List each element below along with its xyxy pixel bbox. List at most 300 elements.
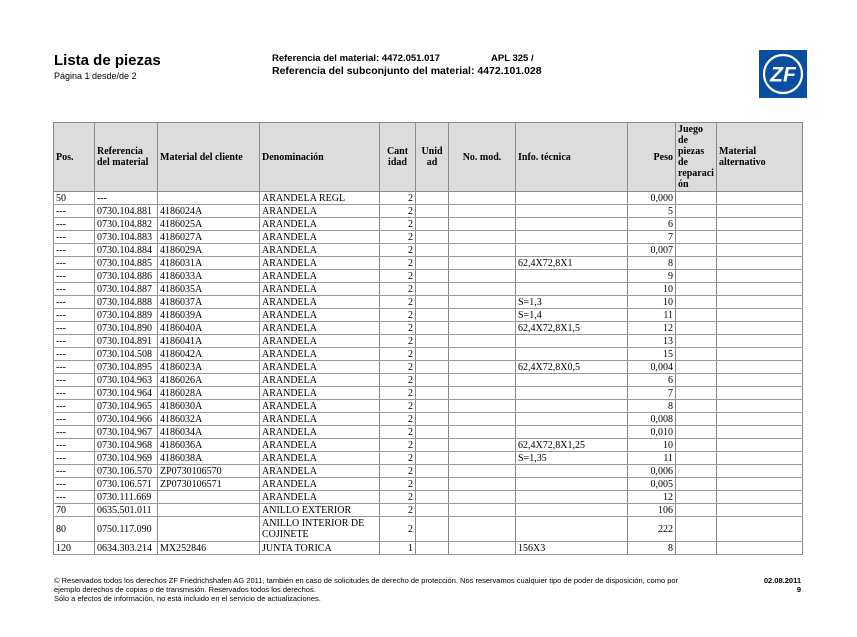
cell-material-alternativo <box>717 348 803 361</box>
cell-referencia: 0730.104.886 <box>95 270 158 283</box>
cell-peso: 0,008 <box>628 413 676 426</box>
cell-cliente: 4186029A <box>158 244 260 257</box>
cell-cantidad: 2 <box>380 296 416 309</box>
cell-cliente: 4186032A <box>158 413 260 426</box>
cell-juego <box>676 348 717 361</box>
cell-info-tecnica <box>516 504 628 517</box>
table-row <box>54 218 803 231</box>
cell-juego <box>676 283 717 296</box>
cell-material-alternativo <box>717 426 803 439</box>
subassembly-reference: Referencia del subconjunto del material: 4472.101.028 <box>272 65 542 77</box>
cell-juego <box>676 426 717 439</box>
cell-referencia: 0730.106.571 <box>95 478 158 491</box>
cell-referencia: 0730.104.882 <box>95 218 158 231</box>
cell-referencia: 0730.104.969 <box>95 452 158 465</box>
col-header-referencia: Referencia del material <box>95 123 158 192</box>
cell-info-tecnica <box>516 400 628 413</box>
cell-no-mod <box>449 335 516 348</box>
cell-juego <box>676 205 717 218</box>
cell-juego <box>676 270 717 283</box>
cell-peso: 8 <box>628 542 676 555</box>
cell-material-alternativo <box>717 491 803 504</box>
cell-no-mod <box>449 205 516 218</box>
cell-referencia: 0730.104.963 <box>95 374 158 387</box>
cell-material-alternativo <box>717 374 803 387</box>
cell-cantidad: 2 <box>380 504 416 517</box>
table-row <box>54 452 803 465</box>
cell-referencia: 0730.104.508 <box>95 348 158 361</box>
cell-referencia: 0730.104.966 <box>95 413 158 426</box>
cell-info-tecnica <box>516 192 628 205</box>
cell-pos: --- <box>54 426 95 439</box>
cell-denominacion: ARANDELA <box>260 413 380 426</box>
cell-referencia: 0730.106.570 <box>95 465 158 478</box>
cell-juego <box>676 400 717 413</box>
cell-peso: 0,004 <box>628 361 676 374</box>
cell-juego <box>676 231 717 244</box>
cell-cantidad: 2 <box>380 439 416 452</box>
cell-cantidad: 2 <box>380 413 416 426</box>
cell-pos: --- <box>54 413 95 426</box>
cell-cliente: 4186031A <box>158 257 260 270</box>
cell-peso: 11 <box>628 309 676 322</box>
table-header-row <box>54 123 803 192</box>
cell-juego <box>676 413 717 426</box>
cell-material-alternativo <box>717 413 803 426</box>
zf-logo <box>759 50 807 98</box>
cell-info-tecnica: S=1,4 <box>516 309 628 322</box>
cell-unidad <box>416 400 449 413</box>
cell-denominacion: ARANDELA <box>260 231 380 244</box>
cell-unidad <box>416 322 449 335</box>
table-row <box>54 400 803 413</box>
cell-info-tecnica: 62,4X72,8X1 <box>516 257 628 270</box>
cell-peso: 11 <box>628 452 676 465</box>
cell-cantidad: 2 <box>380 374 416 387</box>
cell-info-tecnica: 62,4X72,8X1,5 <box>516 322 628 335</box>
cell-no-mod <box>449 192 516 205</box>
cell-denominacion: ANILLO INTERIOR DE COJINETE <box>260 517 380 542</box>
cell-no-mod <box>449 257 516 270</box>
cell-cliente: 4186040A <box>158 322 260 335</box>
cell-unidad <box>416 296 449 309</box>
cell-cliente: MX252846 <box>158 542 260 555</box>
cell-pos: --- <box>54 231 95 244</box>
cell-cantidad: 2 <box>380 478 416 491</box>
cell-juego <box>676 491 717 504</box>
cell-material-alternativo <box>717 192 803 205</box>
cell-cantidad: 2 <box>380 231 416 244</box>
cell-cantidad: 2 <box>380 465 416 478</box>
col-header-no-mod: No. mod. <box>449 123 516 192</box>
table-row <box>54 374 803 387</box>
table-row <box>54 283 803 296</box>
cell-cliente: 4186035A <box>158 283 260 296</box>
cell-cantidad: 2 <box>380 426 416 439</box>
cell-denominacion: ARANDELA <box>260 387 380 400</box>
cell-peso: 8 <box>628 400 676 413</box>
cell-cliente: 4186033A <box>158 270 260 283</box>
cell-material-alternativo <box>717 542 803 555</box>
cell-unidad <box>416 244 449 257</box>
cell-referencia: 0730.104.964 <box>95 387 158 400</box>
cell-info-tecnica: S=1,3 <box>516 296 628 309</box>
col-header-unidad: Unid ad <box>416 123 449 192</box>
cell-cliente: 4186041A <box>158 335 260 348</box>
table-row <box>54 504 803 517</box>
cell-no-mod <box>449 478 516 491</box>
table-row <box>54 309 803 322</box>
cell-pos: --- <box>54 283 95 296</box>
cell-denominacion: ARANDELA <box>260 244 380 257</box>
apl-label: APL 325 / <box>491 53 534 64</box>
cell-peso: 8 <box>628 257 676 270</box>
table-row <box>54 322 803 335</box>
cell-info-tecnica <box>516 387 628 400</box>
footer-notice <box>54 576 754 603</box>
cell-cliente: 4186039A <box>158 309 260 322</box>
cell-pos: --- <box>54 257 95 270</box>
cell-referencia: 0730.104.888 <box>95 296 158 309</box>
cell-info-tecnica <box>516 374 628 387</box>
cell-pos: --- <box>54 465 95 478</box>
table-row <box>54 478 803 491</box>
cell-denominacion: ARANDELA <box>260 309 380 322</box>
cell-no-mod <box>449 348 516 361</box>
cell-cliente <box>158 504 260 517</box>
col-header-info-tecnica: Info. técnica <box>516 123 628 192</box>
cell-cliente: 4186027A <box>158 231 260 244</box>
cell-denominacion: ARANDELA <box>260 491 380 504</box>
cell-info-tecnica <box>516 283 628 296</box>
cell-pos: --- <box>54 244 95 257</box>
cell-referencia: 0730.104.889 <box>95 309 158 322</box>
cell-no-mod <box>449 270 516 283</box>
cell-cantidad: 2 <box>380 517 416 542</box>
cell-unidad <box>416 309 449 322</box>
cell-unidad <box>416 257 449 270</box>
cell-info-tecnica: 156X3 <box>516 542 628 555</box>
cell-material-alternativo <box>717 205 803 218</box>
col-header-juego: Juego de piezas de reparaci ón <box>676 123 717 192</box>
cell-denominacion: ARANDELA <box>260 426 380 439</box>
cell-juego <box>676 504 717 517</box>
cell-juego <box>676 387 717 400</box>
cell-pos: 70 <box>54 504 95 517</box>
footer-line-2: ejemplo derechos de copias o de transmisión. Reservados todos los derechos. <box>54 585 316 594</box>
cell-material-alternativo <box>717 478 803 491</box>
cell-denominacion: ARANDELA <box>260 374 380 387</box>
cell-unidad <box>416 270 449 283</box>
col-header-material-alternativo: Material alternativo <box>717 123 803 192</box>
cell-pos: --- <box>54 322 95 335</box>
cell-peso: 106 <box>628 504 676 517</box>
cell-no-mod <box>449 374 516 387</box>
cell-cliente: ZP0730106571 <box>158 478 260 491</box>
cell-pos: --- <box>54 400 95 413</box>
cell-cantidad: 2 <box>380 257 416 270</box>
cell-unidad <box>416 374 449 387</box>
cell-info-tecnica <box>516 244 628 257</box>
cell-material-alternativo <box>717 439 803 452</box>
cell-info-tecnica <box>516 465 628 478</box>
table-row <box>54 387 803 400</box>
cell-cliente: 4186024A <box>158 205 260 218</box>
cell-juego <box>676 439 717 452</box>
cell-cantidad: 2 <box>380 192 416 205</box>
cell-peso: 10 <box>628 283 676 296</box>
cell-denominacion: ARANDELA <box>260 296 380 309</box>
cell-cantidad: 2 <box>380 218 416 231</box>
cell-denominacion: ARANDELA <box>260 218 380 231</box>
cell-info-tecnica <box>516 426 628 439</box>
cell-material-alternativo <box>717 309 803 322</box>
cell-peso: 15 <box>628 348 676 361</box>
cell-juego <box>676 361 717 374</box>
cell-denominacion: ARANDELA <box>260 439 380 452</box>
cell-unidad <box>416 465 449 478</box>
footer-number: 9 <box>796 585 801 594</box>
cell-info-tecnica: 62,4X72,8X0,5 <box>516 361 628 374</box>
cell-unidad <box>416 517 449 542</box>
cell-pos: 80 <box>54 517 95 542</box>
cell-unidad <box>416 439 449 452</box>
cell-unidad <box>416 504 449 517</box>
cell-material-alternativo <box>717 504 803 517</box>
cell-info-tecnica <box>516 270 628 283</box>
cell-juego <box>676 257 717 270</box>
table-row <box>54 244 803 257</box>
cell-denominacion: ARANDELA REGL <box>260 192 380 205</box>
cell-referencia: 0730.104.967 <box>95 426 158 439</box>
cell-material-alternativo <box>717 283 803 296</box>
cell-peso: 12 <box>628 491 676 504</box>
cell-denominacion: ARANDELA <box>260 205 380 218</box>
cell-cantidad: 2 <box>380 361 416 374</box>
cell-unidad <box>416 205 449 218</box>
cell-juego <box>676 478 717 491</box>
cell-cantidad: 2 <box>380 387 416 400</box>
cell-pos: --- <box>54 361 95 374</box>
cell-material-alternativo <box>717 335 803 348</box>
cell-referencia: 0750.117.090 <box>95 517 158 542</box>
cell-info-tecnica <box>516 348 628 361</box>
material-reference: Referencia del material: 4472.051.017 <box>272 53 440 64</box>
cell-pos: --- <box>54 335 95 348</box>
cell-info-tecnica <box>516 413 628 426</box>
cell-peso: 10 <box>628 296 676 309</box>
cell-cliente: 4186025A <box>158 218 260 231</box>
cell-cantidad: 2 <box>380 400 416 413</box>
cell-unidad <box>416 387 449 400</box>
cell-pos: --- <box>54 439 95 452</box>
cell-referencia: 0730.104.887 <box>95 283 158 296</box>
table-row <box>54 231 803 244</box>
cell-denominacion: ARANDELA <box>260 348 380 361</box>
cell-material-alternativo <box>717 296 803 309</box>
cell-info-tecnica <box>516 205 628 218</box>
cell-peso: 9 <box>628 270 676 283</box>
cell-peso: 13 <box>628 335 676 348</box>
cell-cliente: 4186028A <box>158 387 260 400</box>
col-header-peso: Peso <box>628 123 676 192</box>
table-row <box>54 205 803 218</box>
cell-material-alternativo <box>717 361 803 374</box>
table-row <box>54 426 803 439</box>
table-row <box>54 491 803 504</box>
cell-pos: --- <box>54 309 95 322</box>
cell-cantidad: 2 <box>380 283 416 296</box>
cell-peso: 12 <box>628 322 676 335</box>
cell-cantidad: 2 <box>380 309 416 322</box>
cell-cantidad: 2 <box>380 348 416 361</box>
cell-denominacion: ARANDELA <box>260 270 380 283</box>
table-row <box>54 270 803 283</box>
cell-cantidad: 1 <box>380 542 416 555</box>
cell-cliente: 4186030A <box>158 400 260 413</box>
cell-info-tecnica <box>516 491 628 504</box>
cell-cantidad: 2 <box>380 205 416 218</box>
cell-cantidad: 2 <box>380 491 416 504</box>
footer-line-1: © Reservados todos los derechos ZF Friedrichshafen AG 2011, también en caso de solicitudes de derecho de protección. Nos reservamos cualquier tipo de poder de disposición, como por <box>54 576 679 585</box>
col-header-denominacion: Denominación <box>260 123 380 192</box>
table-row <box>54 542 803 555</box>
cell-unidad <box>416 452 449 465</box>
cell-info-tecnica <box>516 517 628 542</box>
cell-material-alternativo <box>717 322 803 335</box>
table-row <box>54 413 803 426</box>
cell-denominacion: ARANDELA <box>260 465 380 478</box>
table-row <box>54 257 803 270</box>
cell-juego <box>676 244 717 257</box>
table-row <box>54 192 803 205</box>
cell-cliente: 4186034A <box>158 426 260 439</box>
cell-cliente <box>158 192 260 205</box>
cell-juego <box>676 296 717 309</box>
cell-referencia: 0730.104.883 <box>95 231 158 244</box>
cell-juego <box>676 452 717 465</box>
cell-referencia: 0730.104.885 <box>95 257 158 270</box>
cell-no-mod <box>449 361 516 374</box>
cell-pos: --- <box>54 387 95 400</box>
cell-material-alternativo <box>717 387 803 400</box>
cell-material-alternativo <box>717 231 803 244</box>
cell-unidad <box>416 542 449 555</box>
footer-line-3: Sólo a efectos de información, no está incluido en el servicio de actualizaciones. <box>54 594 321 603</box>
table-row <box>54 335 803 348</box>
cell-peso: 0,000 <box>628 192 676 205</box>
cell-no-mod <box>449 439 516 452</box>
cell-pos: --- <box>54 205 95 218</box>
cell-referencia: 0730.104.881 <box>95 205 158 218</box>
cell-denominacion: ARANDELA <box>260 283 380 296</box>
cell-pos: --- <box>54 296 95 309</box>
cell-unidad <box>416 478 449 491</box>
cell-unidad <box>416 361 449 374</box>
cell-pos: --- <box>54 491 95 504</box>
page-title: Lista de piezas <box>54 52 161 69</box>
cell-pos: --- <box>54 452 95 465</box>
cell-denominacion: JUNTA TORICA <box>260 542 380 555</box>
cell-juego <box>676 335 717 348</box>
cell-peso: 0,006 <box>628 465 676 478</box>
cell-no-mod <box>449 504 516 517</box>
cell-peso: 5 <box>628 205 676 218</box>
cell-material-alternativo <box>717 452 803 465</box>
cell-info-tecnica: 62,4X72,8X1,25 <box>516 439 628 452</box>
cell-info-tecnica <box>516 335 628 348</box>
cell-referencia: 0634.303.214 <box>95 542 158 555</box>
cell-no-mod <box>449 400 516 413</box>
cell-no-mod <box>449 244 516 257</box>
cell-denominacion: ARANDELA <box>260 257 380 270</box>
cell-info-tecnica <box>516 231 628 244</box>
cell-no-mod <box>449 283 516 296</box>
col-header-cliente: Material del cliente <box>158 123 260 192</box>
cell-pos: --- <box>54 218 95 231</box>
cell-pos: --- <box>54 270 95 283</box>
cell-unidad <box>416 413 449 426</box>
cell-pos: 120 <box>54 542 95 555</box>
cell-no-mod <box>449 542 516 555</box>
cell-material-alternativo <box>717 244 803 257</box>
table-row <box>54 465 803 478</box>
cell-peso: 7 <box>628 387 676 400</box>
cell-unidad <box>416 218 449 231</box>
cell-juego <box>676 465 717 478</box>
cell-juego <box>676 309 717 322</box>
cell-no-mod <box>449 322 516 335</box>
table-row <box>54 296 803 309</box>
table-row <box>54 348 803 361</box>
cell-cantidad: 2 <box>380 244 416 257</box>
cell-juego <box>676 517 717 542</box>
cell-cantidad: 2 <box>380 452 416 465</box>
cell-material-alternativo <box>717 400 803 413</box>
cell-no-mod <box>449 218 516 231</box>
cell-denominacion: ARANDELA <box>260 478 380 491</box>
cell-no-mod <box>449 309 516 322</box>
cell-cantidad: 2 <box>380 270 416 283</box>
cell-unidad <box>416 348 449 361</box>
cell-peso: 0,005 <box>628 478 676 491</box>
cell-pos: --- <box>54 348 95 361</box>
cell-peso: 0,010 <box>628 426 676 439</box>
table-row <box>54 439 803 452</box>
cell-pos: --- <box>54 374 95 387</box>
table-row <box>54 361 803 374</box>
cell-no-mod <box>449 413 516 426</box>
table-row <box>54 517 803 542</box>
cell-cantidad: 2 <box>380 322 416 335</box>
cell-juego <box>676 374 717 387</box>
cell-no-mod <box>449 387 516 400</box>
cell-cliente <box>158 491 260 504</box>
cell-cliente: 4186038A <box>158 452 260 465</box>
cell-peso: 10 <box>628 439 676 452</box>
cell-material-alternativo <box>717 270 803 283</box>
cell-referencia: 0730.104.965 <box>95 400 158 413</box>
parts-table <box>53 122 803 555</box>
cell-referencia: 0730.111.669 <box>95 491 158 504</box>
cell-material-alternativo <box>717 218 803 231</box>
cell-info-tecnica: S=1,35 <box>516 452 628 465</box>
cell-denominacion: ARANDELA <box>260 335 380 348</box>
cell-unidad <box>416 491 449 504</box>
cell-cliente: 4186042A <box>158 348 260 361</box>
cell-unidad <box>416 192 449 205</box>
cell-peso: 6 <box>628 218 676 231</box>
